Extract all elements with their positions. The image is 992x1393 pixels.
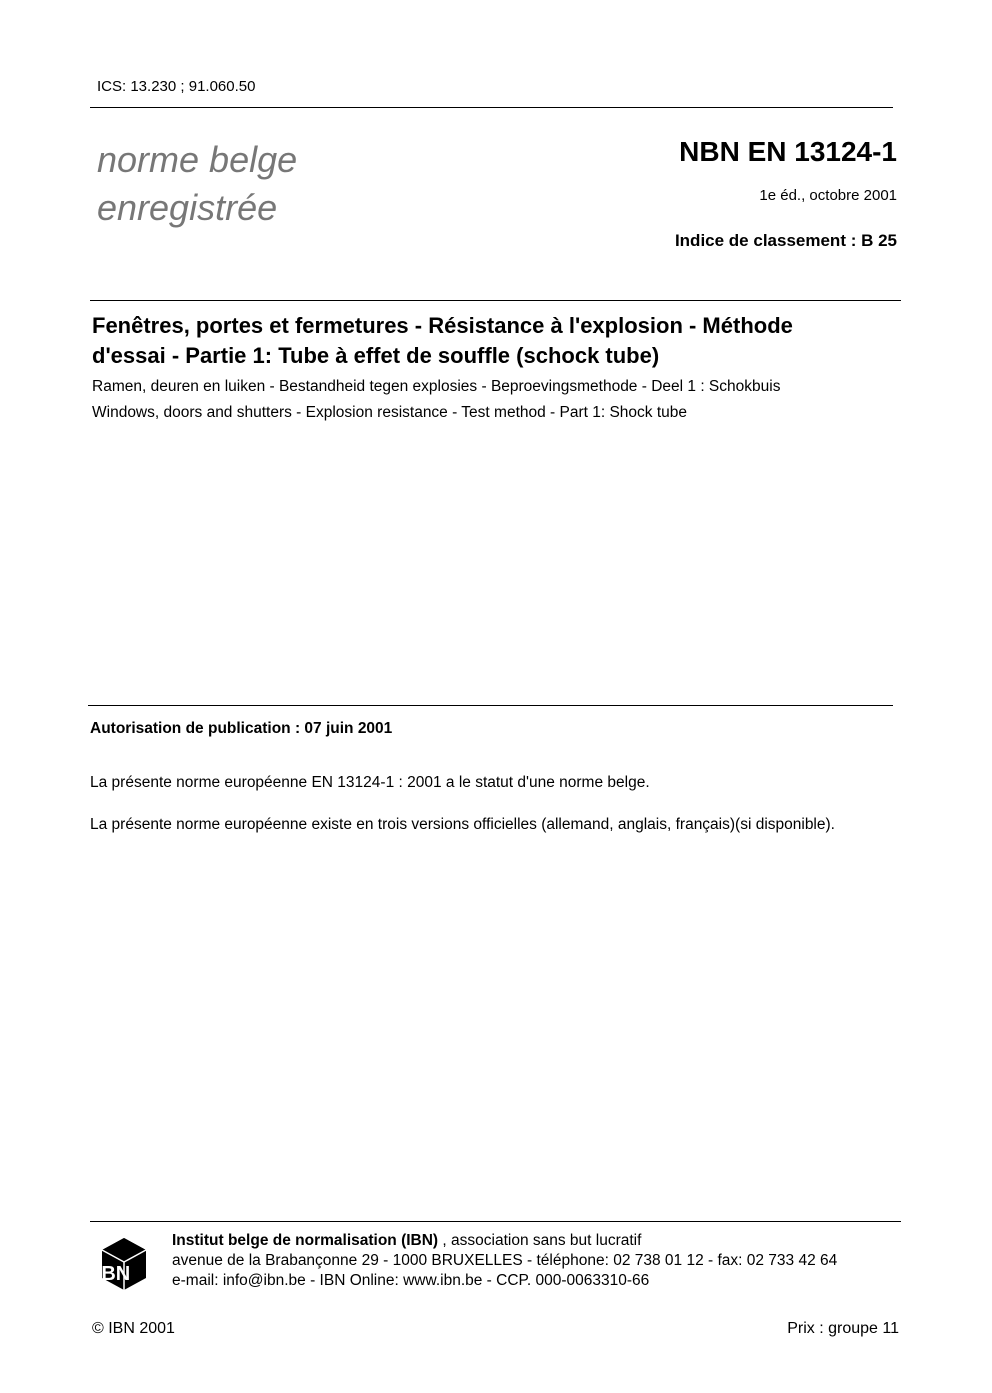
institute-address: avenue de la Brabançonne 29 - 1000 BRUXELLES - téléphone: 02 738 01 12 - fax: 02 733 42 64 <box>172 1252 838 1269</box>
title-french-line-2: d'essai - Partie 1: Tube à effet de souffle (schock tube) <box>92 343 660 368</box>
header-divider <box>90 107 893 108</box>
document-type-label <box>97 136 297 232</box>
footer-divider <box>90 1221 901 1222</box>
title-dutch: Ramen, deuren en luiken - Bestandheid tegen explosies - Beproevingsmethode - Deel 1 : Schokbuis <box>92 378 781 395</box>
price-group: Prix : groupe 11 <box>787 1320 899 1337</box>
publication-authorisation: Autorisation de publication : 07 juin 2001 <box>90 720 393 737</box>
copyright: © IBN 2001 <box>92 1320 175 1337</box>
body-divider <box>88 705 893 706</box>
institute-info <box>172 1231 837 1291</box>
title-divider <box>90 300 901 301</box>
brand-line-1: norme belge <box>97 139 298 180</box>
ibn-logo-icon <box>98 1236 150 1292</box>
institute-name: Institut belge de normalisation (IBN) <box>172 1232 439 1249</box>
ics-code: ICS: 13.230 ; 91.060.50 <box>97 78 256 95</box>
standard-number: NBN EN 13124-1 <box>679 136 897 167</box>
classification-index: Indice de classement : B 25 <box>674 231 897 250</box>
institute-suffix: , association sans but lucratif <box>438 1232 642 1249</box>
logo-letters: IBN <box>98 1263 131 1285</box>
status-statement: La présente norme européenne EN 13124-1 : 2001 a le statut d'une norme belge. <box>90 774 650 791</box>
institute-contact: e-mail: info@ibn.be - IBN Online: www.ibn.be - CCP. 000-0063310-66 <box>172 1272 650 1289</box>
title-french <box>92 311 892 371</box>
title-english: Windows, doors and shutters - Explosion resistance - Test method - Part 1: Shock tube <box>92 404 688 421</box>
versions-statement: La présente norme européenne existe en trois versions officielles (allemand, anglais, français)(si disponible). <box>90 816 835 833</box>
brand-line-2: enregistrée <box>97 187 278 228</box>
edition-date: 1e éd., octobre 2001 <box>759 187 897 204</box>
title-french-line-1: Fenêtres, portes et fermetures - Résistance à l'explosion - Méthode <box>92 313 793 338</box>
